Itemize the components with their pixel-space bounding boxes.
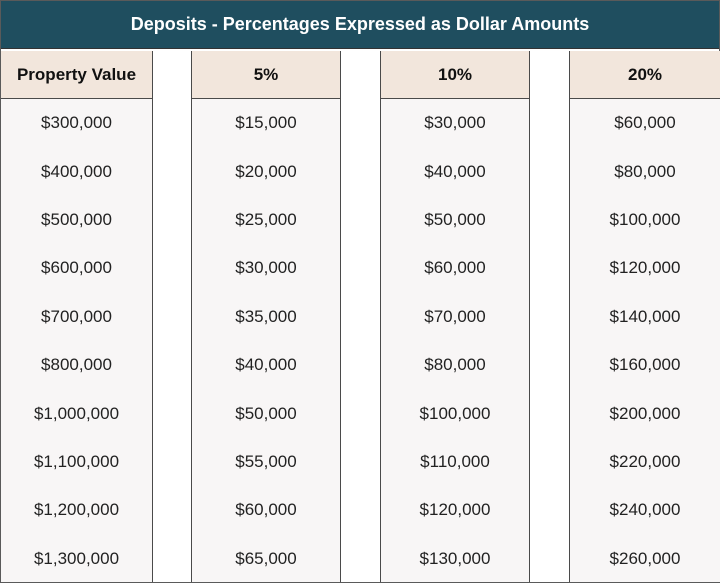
column-cells	[381, 99, 529, 583]
column-header-20-percent: 20%	[570, 51, 720, 99]
table-cell: $80,000	[614, 161, 676, 181]
table-cell: $60,000	[235, 500, 297, 520]
table-cell: $70,000	[424, 306, 486, 326]
column-header-5-percent: 5%	[192, 51, 340, 99]
table-cell: $140,000	[609, 306, 681, 326]
table-cell: $80,000	[424, 355, 486, 375]
table-cell: $600,000	[41, 258, 112, 278]
table-cell: $30,000	[235, 258, 297, 278]
table-cell: $60,000	[424, 258, 486, 278]
table-cell: $120,000	[609, 258, 681, 278]
column-property-value	[1, 51, 153, 582]
table-cell: $800,000	[41, 355, 112, 375]
table-cell: $65,000	[235, 548, 297, 568]
table-cell: $300,000	[41, 113, 112, 133]
table-cell: $50,000	[235, 403, 297, 423]
table-cell: $160,000	[609, 355, 681, 375]
column-20-percent	[569, 51, 720, 582]
column-cells	[570, 99, 720, 583]
table-cell: $30,000	[424, 113, 486, 133]
table-cell: $1,000,000	[33, 403, 120, 423]
table-cell: $40,000	[235, 355, 297, 375]
column-5-percent	[191, 51, 341, 582]
table-cell: $35,000	[235, 306, 297, 326]
table-cell: $200,000	[609, 403, 681, 423]
table-cell: $130,000	[419, 548, 491, 568]
table-cell: $400,000	[41, 161, 112, 181]
table-cell: $40,000	[424, 161, 486, 181]
table-cell: $700,000	[41, 306, 112, 326]
table-cell: $220,000	[609, 451, 681, 471]
column-cells	[1, 99, 152, 583]
column-header-10-percent: 10%	[381, 51, 529, 99]
table-cell: $100,000	[419, 403, 491, 423]
table-cell: $120,000	[419, 500, 491, 520]
column-10-percent	[380, 51, 530, 582]
table-cell: $1,300,000	[33, 548, 120, 568]
table-cell: $500,000	[41, 209, 112, 229]
table-cell: $25,000	[235, 209, 297, 229]
column-header-property-value: Property Value	[1, 51, 152, 99]
table-cell: $60,000	[614, 113, 676, 133]
table-cell: $55,000	[235, 451, 297, 471]
table-cell: $1,200,000	[33, 500, 120, 520]
table-title: Deposits - Percentages Expressed as Dollar Amounts	[1, 1, 719, 49]
table-cell: $50,000	[424, 209, 486, 229]
column-cells	[192, 99, 340, 583]
table-cell: $110,000	[420, 451, 490, 471]
table-cell: $15,000	[235, 113, 297, 133]
table-cell: $20,000	[235, 161, 297, 181]
table-cell: $260,000	[609, 548, 681, 568]
table-cell: $100,000	[609, 209, 681, 229]
table-cell: $240,000	[609, 500, 681, 520]
table-cell: $1,100,000	[33, 451, 120, 471]
